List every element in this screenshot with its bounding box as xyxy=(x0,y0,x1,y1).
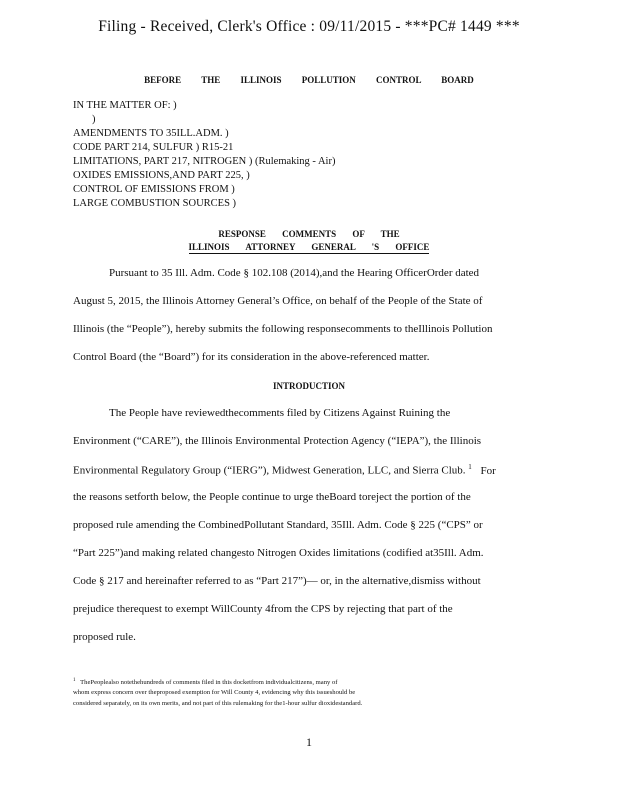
response-title-line2: ILLINOIS ATTORNEY GENERAL 'S OFFICE xyxy=(188,242,430,252)
paragraph-line: prejudice therequest to exempt WillCounty 4from the CPS by rejecting that part of the xyxy=(73,603,453,615)
paragraph-line: Illinois (the “People”), hereby submits the following responsecomments to theIllinois Pollution xyxy=(73,323,493,335)
paragraph-line: proposed rule amending the CombinedPollutant Standard, 35Ill. Adm. Code § 225 (“CPS” or xyxy=(73,519,483,531)
caption-line: CODE PART 214, SULFUR ) R15-21 xyxy=(73,142,234,153)
paragraph-line: August 5, 2015, the Illinois Attorney General’s Office, on behalf of the People of the State of xyxy=(73,295,483,307)
caption-line: LIMITATIONS, PART 217, NITROGEN ) (Rulemaking - Air) xyxy=(73,156,336,167)
caption-line: IN THE MATTER OF: ) xyxy=(73,100,177,111)
paragraph-line: “Part 225”)and making related changesto Nitrogen Oxides limitations (codified at35Ill. Adm. xyxy=(73,547,484,559)
footnote-text: ThePeoplealso notethehundreds of comments filed in this docketfrom individualcitizens, many of xyxy=(80,679,338,687)
footnote-marker: 1 xyxy=(73,678,76,683)
caption-line: LARGE COMBUSTION SOURCES ) xyxy=(73,198,237,209)
footnote-line-first xyxy=(73,678,337,686)
caption-line: CONTROL OF EMISSIONS FROM ) xyxy=(73,184,235,195)
paragraph-line: Pursuant to 35 Ill. Adm. Code § 102.108 (2014),and the Hearing OfficerOrder dated xyxy=(109,267,480,279)
response-title-line2-wrap xyxy=(0,242,618,252)
paragraph-text: Environmental Regulatory Group (“IERG”), Midwest Generation, LLC, and Sierra Club. xyxy=(73,464,466,477)
paragraph-line: The People have reviewedthecomments filed by Citizens Against Ruining the xyxy=(109,407,451,419)
paragraph-line-with-footnote xyxy=(73,463,496,477)
footnote-text: considered separately, on its own merits, and not part of this rulemaking for the1-hour sulfur dioxidestandard. xyxy=(73,700,363,707)
paragraph-text: For xyxy=(480,464,496,477)
footnote-text: whom express concern over theproposed exemption for Will County 4, evidencing why this issueshould be xyxy=(73,689,356,696)
paragraph-line: Control Board (the “Board”) for its consideration in the above-referenced matter. xyxy=(73,351,430,363)
paragraph-line: Code § 217 and hereinafter referred to as “Part 217”)— or, in the alternative,dismiss without xyxy=(73,575,481,587)
caption-line: OXIDES EMISSIONS,AND PART 225, ) xyxy=(73,170,250,181)
page-number: 1 xyxy=(306,735,312,749)
board-title: BEFORE THE ILLINOIS POLLUTION CONTROL BOARD xyxy=(144,75,474,85)
caption-line: ) xyxy=(92,114,96,125)
footnote-reference: 1 xyxy=(468,463,472,471)
paragraph-line: Environment (“CARE”), the Illinois Environmental Protection Agency (“IEPA”), the Illinois xyxy=(73,435,482,447)
caption-line: AMENDMENTS TO 35ILL.ADM. ) xyxy=(73,128,229,139)
paragraph-line: proposed rule. xyxy=(73,631,136,643)
paragraph-line: the reasons setforth below, the People continue to urge theBoard toreject the portion of the xyxy=(73,491,471,503)
response-title-line1: RESPONSE COMMENTS OF THE xyxy=(218,229,400,239)
introduction-heading: INTRODUCTION xyxy=(272,381,345,391)
filing-stamp-header: Filing - Received, Clerk's Office : 09/11/2015 - ***PC# 1449 *** xyxy=(98,18,520,35)
